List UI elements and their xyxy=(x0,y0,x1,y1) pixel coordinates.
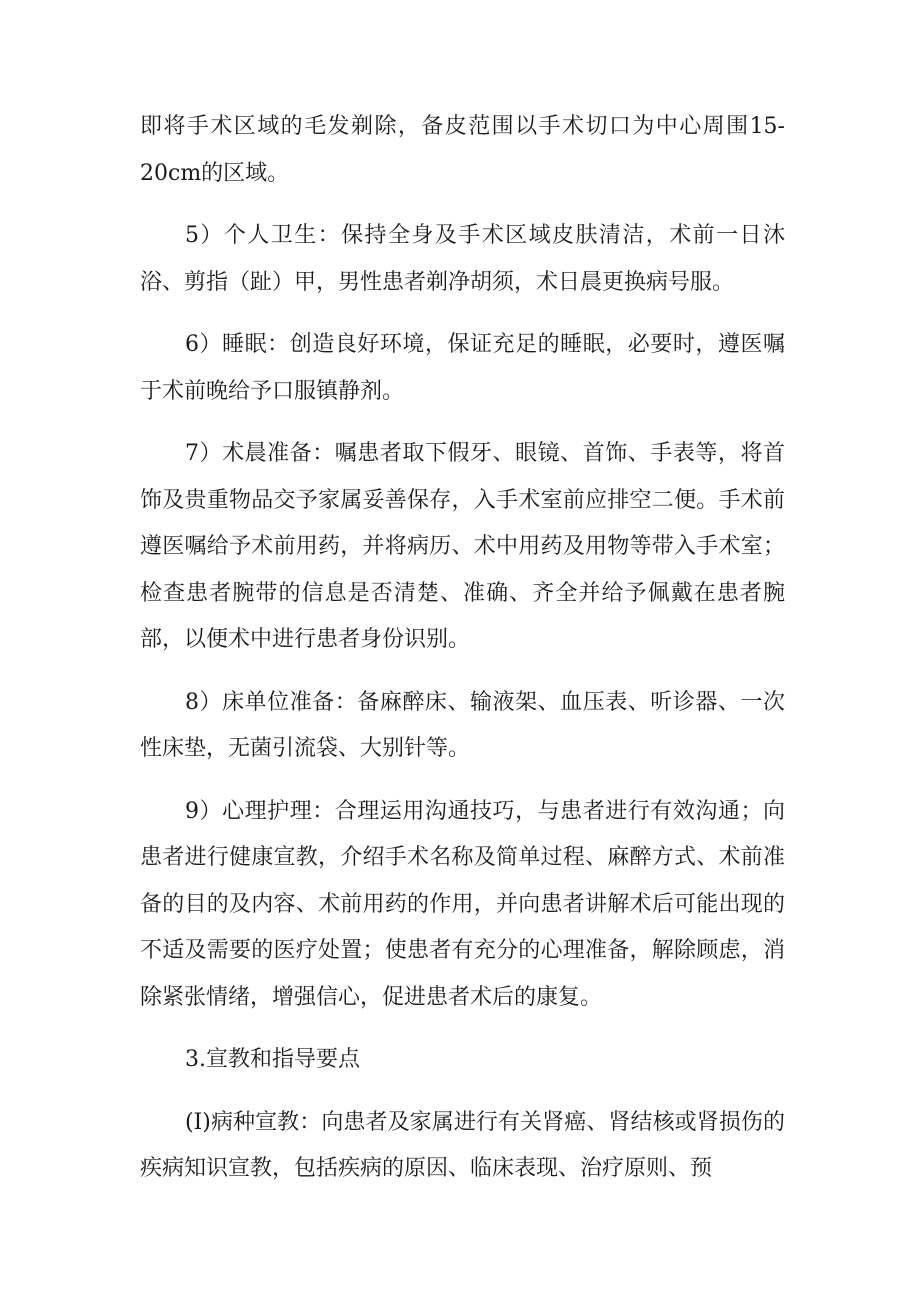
paragraph-psychological-care: 9）心理护理：合理运用沟通技巧，与患者进行有效沟通；向患者进行健康宣教，介绍手术名称及简单过程、麻醉方式、术前准备的目的及内容、术前用药的作用，并向患者讲解术后可能出现的不适及需要的医疗处置；使患者有充分的心理准备，解除顾虑，消除紧张情绪，增强信心，促进患者术后的康复。 xyxy=(140,798,785,1010)
section-heading-education: 3.宣教和指导要点 xyxy=(185,1047,360,1072)
document-page xyxy=(140,104,785,1193)
paragraph-morning-prep: 7）术晨准备：嘱患者取下假牙、眼镜、首饰、手表等，将首饰及贵重物品交予家属妥善保存，入手术室前应排空二便。手术前遵医嘱给予术前用药，并将病历、术中用药及用物等带入手术室；检查患者腕带的信息是否清楚、准确、齐全并给予佩戴在患者腕部，以便术中进行患者身份识别。 xyxy=(140,441,785,652)
paragraph-disease-education: (I)病种宣教：向患者及家属进行有关肾癌、肾结核或肾损伤的疾病知识宣教，包括疾病的原因、临床表现、治疗原则、预 xyxy=(140,1109,785,1181)
paragraph-bed-unit-prep: 8）床单位准备：备麻醉床、输液架、血压表、听诊器、一次性床垫，无菌引流袋、大别针等。 xyxy=(140,689,785,761)
paragraph-skin-prep-continuation: 即将手术区域的毛发剃除，备皮范围以手术切口为中心周围15-20cm的区域。 xyxy=(140,114,785,186)
paragraph-sleep: 6）睡眠：创造良好环境，保证充足的睡眠，必要时，遵医嘱于术前晚给予口服镇静剂。 xyxy=(140,332,785,404)
paragraph-personal-hygiene: 5）个人卫生：保持全身及手术区域皮肤清洁，术前一日沐浴、剪指（趾）甲，男性患者剃净胡须，术日晨更换病号服。 xyxy=(140,223,785,295)
